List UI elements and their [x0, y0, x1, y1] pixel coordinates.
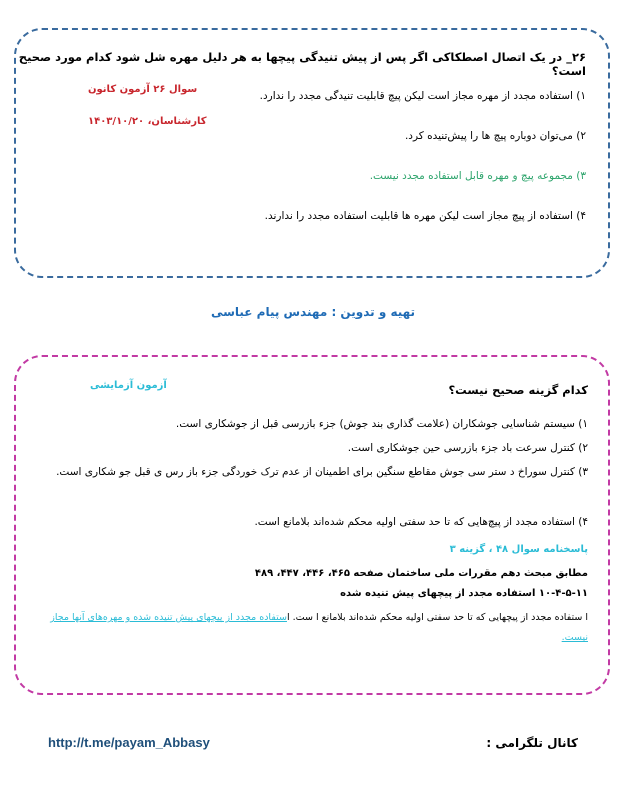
exam-source-badge: سوال ۲۶ آزمون کانون — [88, 84, 198, 95]
telegram-label: کانال تلگرامی : — [486, 736, 578, 750]
question-26-title: ۲۶_ در یک اتصال اصطکاکی اگر پس از پیش تنیدگی پیچها به هر دلیل مهره شل شود کدام مورد صحیح است؟ — [18, 50, 586, 78]
explanation-text: ا ستفاده مجدد از پیچهایی که تا حد سفتی اولیه محکم شده‌اند بلامانع ا ست. ا — [286, 612, 588, 623]
code-reference: مطابق مبحث دهم مقررات ملی ساختمان صفحه ۴۶۵، ۴۴۶، ۴۴۷، ۴۸۹ — [254, 568, 588, 579]
code-clause: ۱۰-۴-۵-۱۱ استفاده مجدد از پیچهای پیش تنیده شده — [340, 588, 588, 599]
author-credit: تهیه و تدوین : مهندس پیام عباسی — [210, 305, 416, 319]
explanation-note — [48, 608, 588, 648]
question-26-option-2: ۲) می‌توان دوباره پیچ ها را پیش‌تنیده کرد. — [404, 130, 586, 142]
question-48-option-4: ۴) استفاده مجدد از پیچ‌هایی که تا حد سفتی اولیه محکم شده‌اند بلامانع است. — [254, 516, 588, 528]
exam-date-badge: کارشناسان، ۱۴۰۳/۱۰/۲۰ — [88, 116, 207, 127]
telegram-link[interactable]: http://t.me/payam_Abbasy — [48, 735, 210, 750]
question-26-option-1: ۱) استفاده مجدد از مهره مجاز است لیکن پیچ قابلیت تنیدگی مجدد را ندارد. — [259, 90, 586, 102]
explanation-highlight: ستفاده مجدد از پیچهای پیش تنیده شده و مهره‌های آنها مجاز نیست. — [50, 612, 588, 643]
answer-key: پاسخنامه سوال ۴۸ ، گزینه ۳ — [449, 544, 588, 555]
question-48-option-2: ۲) کنترل سرعت باد جزء بازرسی حین جوشکاری است. — [347, 442, 588, 454]
question-48-option-1: ۱) سیستم شناسایی جوشکاران (علامت گذاری بند جوش) جزء بازرسی قبل از جوشکاری است. — [175, 418, 588, 430]
mock-exam-tag: آزمون آزمایشی — [90, 380, 167, 391]
question-26-option-4: ۴) استفاده از پیچ مجاز است لیکن مهره ها قابلیت استفاده مجدد را ندارند. — [264, 210, 586, 222]
question-26-option-3-correct: ۳) مجموعه پیچ و مهره قابل استفاده مجدد نیست. — [369, 170, 586, 182]
question-48-title: کدام گزینه صحیح نیست؟ — [448, 383, 588, 397]
question-48-option-3: ۳) کنترل سوراخ د ستر سی جوش مقاطع سنگین برای اطمینان از عدم ترک خوردگی جزء باز رس ی قبل جو شکاری است. — [56, 466, 588, 478]
